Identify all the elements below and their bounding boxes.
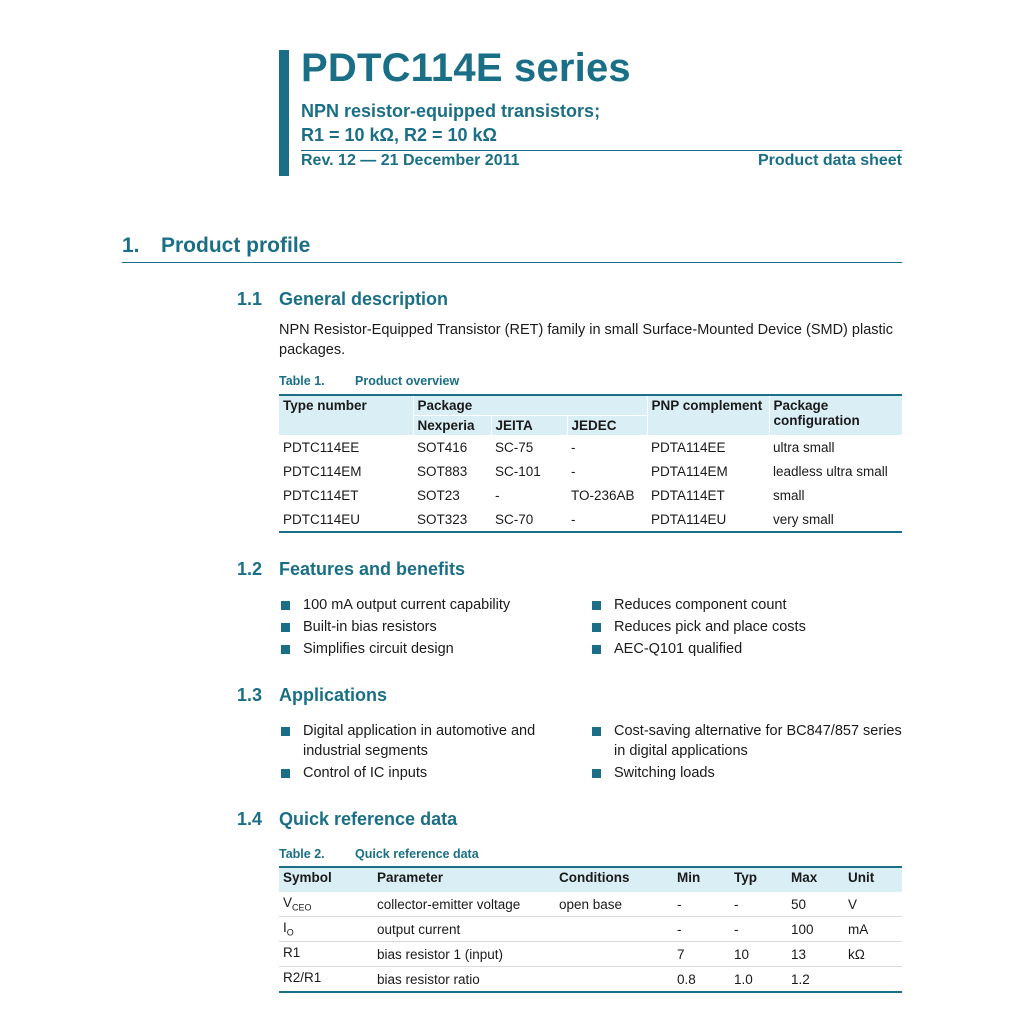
list-item: Control of IC inputs: [279, 763, 579, 783]
table-cell: PDTA114ET: [651, 487, 725, 503]
subtitle-line-1: NPN resistor-equipped transistors;: [301, 101, 601, 121]
table-row: [279, 967, 902, 993]
list-item: Reduces pick and place costs: [590, 617, 902, 637]
table-cell: -: [571, 463, 576, 479]
table-row: [279, 435, 902, 459]
table-cell: [844, 967, 902, 993]
table-cell: PDTC114ET: [283, 487, 359, 503]
header-accent-bar: [279, 50, 289, 176]
table-cell: leadless ultra small: [773, 463, 888, 479]
table-row: [279, 892, 902, 917]
subsection-number: 1.1: [237, 289, 263, 309]
table-cell: open base: [555, 892, 673, 917]
subsection-number: 1.3: [237, 685, 263, 705]
list-item: Cost-saving alternative for BC847/857 series in digital applications: [590, 721, 902, 761]
column-header-jeita: JEITA: [491, 416, 567, 436]
section-heading-product-profile: [122, 234, 310, 258]
table-cell: bias resistor ratio: [377, 971, 480, 987]
table-cell: 1.2: [791, 971, 810, 987]
column-header-pnp-complement: PNP complement: [647, 395, 769, 435]
symbol-main: R2/R1: [283, 970, 322, 986]
table-title: Product overview: [355, 374, 460, 388]
subsection-number: 1.2: [237, 559, 263, 579]
table-cell: PDTA114EM: [651, 463, 728, 479]
column-header-jedec: JEDEC: [567, 416, 647, 436]
table-cell: [555, 942, 673, 967]
features-list-left: [279, 595, 579, 661]
table-cell: small: [773, 487, 805, 503]
subsection-heading-features: [237, 559, 465, 580]
column-header-package-configuration: Package configuration: [769, 395, 902, 435]
table-cell: V: [844, 892, 902, 917]
table-title: Quick reference data: [355, 847, 479, 861]
table-cell: very small: [773, 511, 834, 527]
column-header-parameter: Parameter: [373, 867, 555, 892]
table-cell: SOT416: [417, 439, 468, 455]
symbol-main: I: [283, 920, 287, 936]
table-number: Table 1.: [279, 374, 325, 388]
subsection-heading-applications: [237, 685, 387, 706]
subsection-heading-general-description: [237, 289, 448, 310]
list-item: 100 mA output current capability: [279, 595, 579, 615]
symbol-cell: [279, 917, 373, 942]
table-cell: kΩ: [844, 942, 902, 967]
column-header-nexperia: Nexperia: [413, 416, 491, 436]
header-divider: [301, 150, 902, 151]
column-header-type-number: Type number: [279, 395, 413, 435]
table-cell: 7: [673, 942, 730, 967]
table-cell: -: [730, 892, 787, 917]
table-row: [279, 483, 902, 507]
symbol-subscript: CEO: [292, 902, 312, 913]
revision-info: Rev. 12 — 21 December 2011: [301, 152, 520, 169]
column-header-min: Min: [673, 867, 730, 892]
section-title: Product profile: [161, 234, 311, 257]
table-cell: -: [730, 917, 787, 942]
table-cell: output current: [373, 917, 555, 942]
list-item: Simplifies circuit design: [279, 639, 579, 659]
subsection-heading-quick-reference: [237, 809, 457, 830]
subsection-title: Applications: [279, 685, 388, 705]
table-cell: SOT323: [417, 511, 468, 527]
column-header-unit: Unit: [844, 867, 902, 892]
section-divider: [122, 262, 902, 263]
table-cell: 100: [787, 917, 844, 942]
table-cell: PDTA114EU: [651, 511, 727, 527]
document-subtitle: [301, 99, 600, 147]
symbol-cell: [279, 967, 373, 993]
table-cell: bias resistor 1 (input): [373, 942, 555, 967]
table-cell: mA: [844, 917, 902, 942]
table-cell: collector-emitter voltage: [373, 892, 555, 917]
table-cell: [555, 917, 673, 942]
table-cell: 13: [787, 942, 844, 967]
table-row: [279, 507, 902, 532]
quick-reference-table: [279, 866, 902, 993]
table-cell: 10: [730, 942, 787, 967]
subsection-number: 1.4: [237, 809, 263, 829]
document-title: PDTC114E series: [301, 46, 631, 90]
list-item: Digital application in automotive and industrial segments: [279, 721, 579, 761]
list-item: Switching loads: [590, 763, 902, 783]
product-overview-table: [279, 394, 902, 533]
table-cell: SC-70: [495, 511, 534, 527]
table-cell: SOT883: [417, 463, 468, 479]
table-row: [279, 917, 902, 942]
features-list-right: [590, 595, 902, 661]
symbol-cell: [279, 892, 373, 917]
table-cell: 50: [787, 892, 844, 917]
table-cell: 1.0: [734, 971, 753, 987]
table-cell: -: [673, 917, 730, 942]
table-2-caption: [279, 847, 479, 861]
table-row: [279, 459, 902, 483]
symbol-cell: [279, 942, 373, 967]
table-cell: PDTA114EE: [651, 439, 726, 455]
column-header-package: Package: [413, 395, 647, 416]
table-cell: PDTC114EE: [283, 439, 360, 455]
table-cell: SC-75: [495, 439, 534, 455]
subsection-title: Quick reference data: [279, 809, 458, 829]
symbol-main: V: [283, 895, 293, 911]
table-cell: PDTC114EU: [283, 511, 361, 527]
symbol-subscript: O: [286, 927, 294, 938]
table-number: Table 2.: [279, 847, 325, 861]
symbol-main: R1: [283, 945, 301, 961]
column-header-conditions: Conditions: [555, 867, 673, 892]
table-cell: TO-236AB: [571, 487, 635, 503]
list-item: AEC-Q101 qualified: [590, 639, 902, 659]
section-number: 1.: [122, 234, 140, 257]
column-header-max: Max: [787, 867, 844, 892]
table-1-caption: [279, 374, 459, 388]
table-cell: -: [571, 511, 576, 527]
table-cell: ultra small: [773, 439, 835, 455]
table-cell: SOT23: [417, 487, 460, 503]
table-cell: -: [673, 892, 730, 917]
column-header-typ: Typ: [730, 867, 787, 892]
applications-list-right: [590, 721, 902, 785]
table-row: [279, 942, 902, 967]
table-cell: -: [495, 487, 500, 503]
column-header-symbol: Symbol: [279, 867, 373, 892]
table-cell: -: [571, 439, 576, 455]
table-cell: [555, 967, 673, 993]
list-item: Reduces component count: [590, 595, 902, 615]
table-cell: PDTC114EM: [283, 463, 362, 479]
applications-list-left: [279, 721, 579, 785]
document-type: Product data sheet: [757, 152, 902, 169]
subtitle-line-2: R1 = 10 kΩ, R2 = 10 kΩ: [301, 125, 497, 145]
table-cell: 0.8: [677, 971, 696, 987]
subsection-title: Features and benefits: [279, 559, 466, 579]
general-description-text: NPN Resistor-Equipped Transistor (RET) family in small Surface-Mounted Device (SMD) plastic packages.: [279, 322, 894, 358]
subsection-title: General description: [279, 289, 449, 309]
table-cell: SC-101: [495, 463, 541, 479]
list-item: Built-in bias resistors: [279, 617, 579, 637]
